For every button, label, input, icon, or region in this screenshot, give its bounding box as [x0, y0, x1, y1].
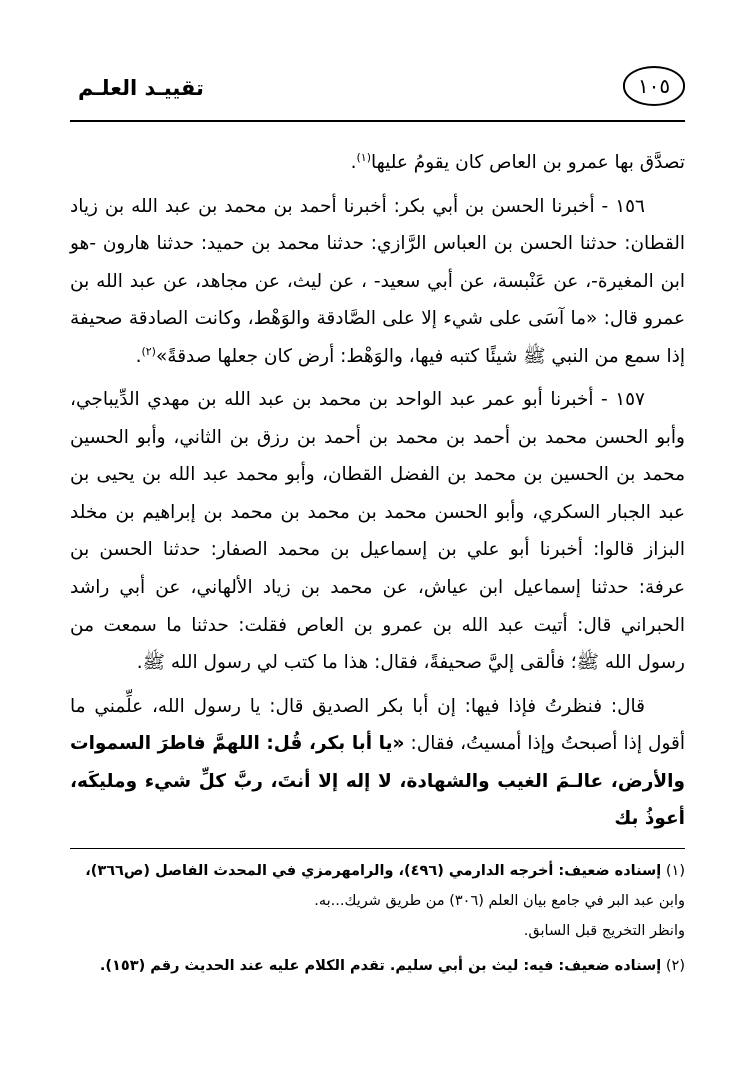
- paragraph-text: ١٥٧ - أخبرنا أبو عمر عبد الواحد بن محمد بن عبد الله بن مهدي الدِّيباجي، وأبو الحسن محمد بن أحمد بن محمد بن أحمد بن رزق بن الثاني، وأبو الحسين محمد بن الحسين بن محمد بن الفضل القطان، وأبو محمد عبد الله بن يحيى بن عبد الجبار السكري، وأبو الحسن محمد بن محمد بن محمد بن إبراهيم بن مخلد البزاز قالوا: أخبرنا أبو علي بن إسماعيل بن محمد الصفار: حدثنا الحسن بن عرفة: حدثنا إسماعيل ابن عياش، عن محمد بن زياد الألهاني، عن أبي راشد الحبراني قال: أتيت عبد الله بن عمرو بن العاص فقلت: حدثنا ما سمعت من رسول الله ﷺ؛ فألقى إليَّ صحيفةً، فقال: هذا ما كتب لي رسول الله ﷺ.: [70, 389, 685, 674]
- footnote-line: وانظر التخريج قبل السابق.: [523, 923, 685, 940]
- paragraph-continuation: [70, 144, 685, 182]
- page-header: [70, 62, 685, 110]
- paragraph-nazartu: [70, 688, 685, 838]
- paragraph-quote-bold: «يا أبا بكر، قُل: اللهمَّ فاطرَ السموات والأرض، عالـمَ الغيب والشهادة، لا إله إلا أنتَ، ربَّ كلِّ شيء ومليكَه، أعوذُ بك: [70, 733, 685, 830]
- footnote-marker: (٢): [665, 957, 685, 974]
- footnote-line: إسناده ضعيف: فيه: ليث بن أبي سليم. تقدم الكلام عليه عند الحديث رقم (١٥٣).: [99, 957, 662, 974]
- body-text: [70, 144, 685, 838]
- footnotes-section: [70, 857, 685, 980]
- footnote-item: [70, 952, 685, 980]
- footnote-divider: [70, 848, 685, 849]
- paragraph-hadith-156: [70, 188, 685, 376]
- footnote-line: وابن عبد البر في جامع بيان العلم (٣٠٦) من طريق شريك...به.: [314, 893, 685, 910]
- footnote-continuation: [70, 917, 685, 945]
- footnote-marker: (١): [665, 862, 685, 879]
- header-divider: [70, 120, 685, 122]
- footnote-marker: (٢): [141, 344, 156, 358]
- footnote-line: إسناده ضعيف: أخرجه الدارمي (٤٩٦)، والرامهرمزي في المحدث الفاصل (ص٣٦٦)،: [85, 862, 662, 879]
- footnote-marker: (١): [356, 150, 371, 164]
- footnote-item: [70, 857, 685, 885]
- paragraph-text: تصدَّق بها عمرو بن العاص كان يقومُ عليها: [370, 152, 685, 173]
- footnote-continuation: [70, 887, 685, 915]
- paragraph-tail: .: [350, 152, 357, 173]
- paragraph-text: قال: فنظرتُ فإذا فيها: إن أبا بكر الصديق قال: يا رسول الله، علِّمني ما أقول إذا أصبحتُ وإذا أمسيتُ، فقال:: [70, 695, 685, 755]
- page-number-badge: ١٠٥: [623, 66, 685, 106]
- paragraph-tail: .: [135, 345, 142, 367]
- paragraph-hadith-157: [70, 381, 685, 681]
- book-title: تقييـد العلـم: [78, 76, 204, 100]
- paragraph-text: ١٥٦ - أخبرنا الحسن بن أبي بكر: أخبرنا أحمد بن محمد بن عبد الله بن زياد القطان: حدثنا الحسن بن العباس الرَّازي: حدثنا محمد بن حميد: حدثنا هارون -هو ابن المغيرة-، عن عَنْبسة، عن أبي سعيد- ، عن ليث، عن مجاهد، عن عبد الله بن عمرو قال: «ما آسَى على شيء إلا على الصَّادقة والوَهْط، وكانت الصادقة صحيفة إذا سمع من النبي ﷺ شيئًا كتبه فيها، والوَهْط: أرض كان جعلها صدقةً»: [70, 195, 685, 367]
